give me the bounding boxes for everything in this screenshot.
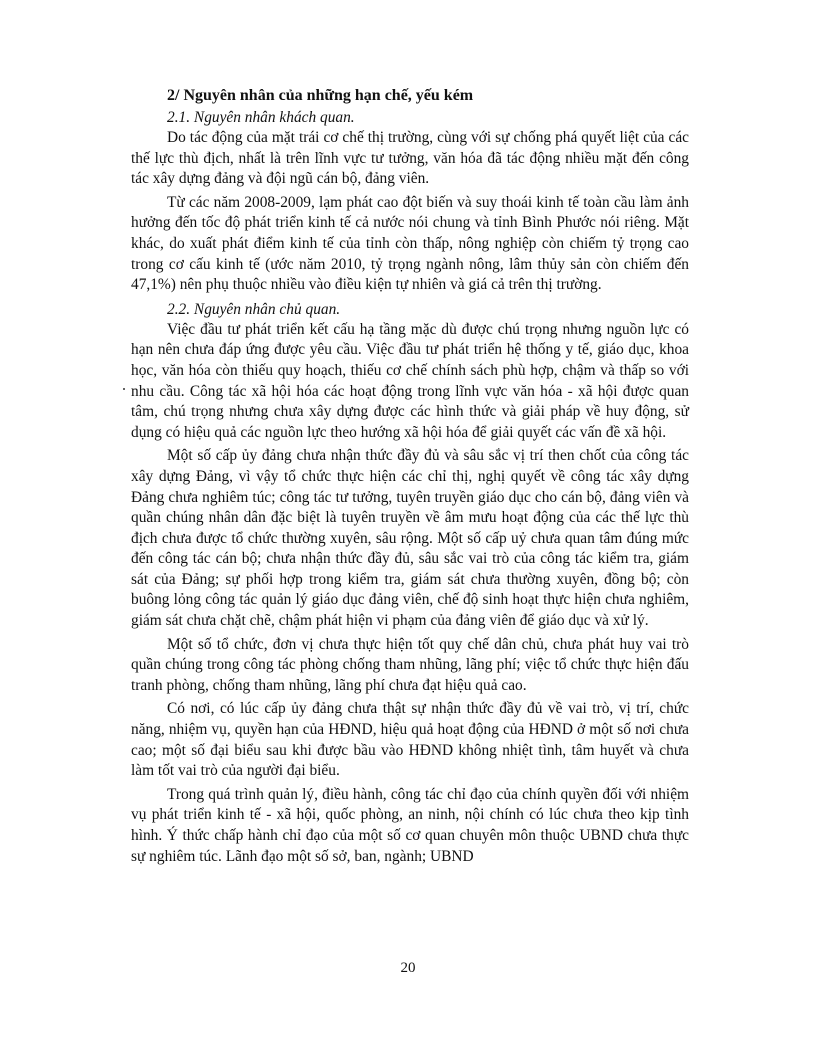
page-body [131, 84, 689, 867]
paragraph: Có nơi, có lúc cấp ủy đảng chưa thật sự nhận thức đầy đủ về vai trò, vị trí, chức năng, nhiệm vụ, quyền hạn của HĐND, hiệu quả hoạt động của HĐND ở một số nơi chưa cao; một số đại biểu sau khi được bầu vào HĐND không nhiệt tình, tâm huyết và chưa làm tốt vai trò của người đại biểu. [131, 700, 689, 780]
scan-speck [123, 388, 125, 390]
paragraph: Một số tổ chức, đơn vị chưa thực hiện tốt quy chế dân chủ, chưa phát huy vai trò quần chúng trong công tác phòng chống tham nhũng, lãng phí; việc tổ chức thực hiện đấu tranh phòng, chống tham nhũng, lãng phí chưa đạt hiệu quả cao. [131, 635, 689, 694]
paragraph: Một số cấp ủy đảng chưa nhận thức đầy đủ và sâu sắc vị trí then chốt của công tác xây dựng Đảng, vì vậy tổ chức thực hiện các chỉ thị, nghị quyết về công tác xây dựng Đảng chưa nghiêm túc; công tác tư tưởng, tuyên truyền giáo dục cho cán bộ, đảng viên và quần chúng nhân dân đặc biệt là tuyên truyền về âm mưu hoạt động của các thế lực thù địch chưa được tổ chức thường xuyên, sâu rộng. Một số cấp uỷ chưa quan tâm đúng mức đến công tác cán bộ; chưa nhận thức đầy đủ, sâu sắc vai trò của công tác kiểm tra, giám sát của Đảng; sự phối hợp trong kiểm tra, giám sát chưa thường xuyên, đồng bộ; còn buông lỏng công tác quản lý giáo dục đảng viên, chế độ sinh hoạt thực hiện chưa nghiêm, giám sát chưa chặt chẽ, chậm phát hiện vi phạm của đảng viên để giáo dục và xử lý. [131, 447, 689, 630]
section-heading: 2/ Nguyên nhân của những hạn chế, yếu kém [167, 87, 474, 104]
page-number: 20 [400, 960, 416, 976]
subheading-objective-causes: 2.1. Nguyên nhân khách quan. [167, 109, 355, 126]
paragraph: Từ các năm 2008-2009, lạm phát cao đột biến và suy thoái kinh tế toàn cầu làm ảnh hưởng đến tốc độ phát triển kinh tế cả nước nói chung và tỉnh Bình Phước nói riêng. Mặt khác, do xuất phát điểm kinh tế của tỉnh còn thấp, nông nghiệp còn chiếm tỷ trọng cao trong cơ cấu kinh tế (ước năm 2010, tỷ trọng ngành nông, lâm thủy sản còn chiếm đến 47,1%) nên phụ thuộc nhiều vào điều kiện tự nhiên và giá cả trên thị trường. [131, 193, 689, 294]
paragraph: Do tác động của mặt trái cơ chế thị trường, cùng với sự chống phá quyết liệt của các thế lực thù địch, nhất là trên lĩnh vực tư tưởng, văn hóa đã tác động nhiều mặt đến công tác xây dựng đảng và đội ngũ cán bộ, đảng viên. [131, 129, 689, 188]
subheading-subjective-causes: 2.2. Nguyên nhân chủ quan. [167, 300, 341, 318]
paragraph: Trong quá trình quản lý, điều hành, công tác chỉ đạo của chính quyền đối với nhiệm vụ phát triển kinh tế - xã hội, quốc phòng, an ninh, nội chính có lúc chưa theo kịp tình hình. Ý thức chấp hành chỉ đạo của một số cơ quan chuyên môn thuộc UBND chưa thực sự nghiêm túc. Lãnh đạo một số sở, ban, ngành; UBND [131, 785, 689, 865]
paragraph: Việc đầu tư phát triển kết cấu hạ tầng mặc dù được chú trọng nhưng nguồn lực có hạn nên chưa đáp ứng được yêu cầu. Việc đầu tư phát triển hệ thống y tế, giáo dục, khoa học, văn hóa còn thiếu quy hoạch, thiếu cơ chế chính sách phù hợp, chậm và thấp so với nhu cầu. Công tác xã hội hóa các hoạt động trong lĩnh vực văn hóa - xã hội được quan tâm, chú trọng nhưng chưa xây dựng được các hình thức và giải pháp về huy động, sử dụng có hiệu quả các nguồn lực theo hướng xã hội hóa để giải quyết các vấn đề xã hội. [131, 320, 689, 441]
